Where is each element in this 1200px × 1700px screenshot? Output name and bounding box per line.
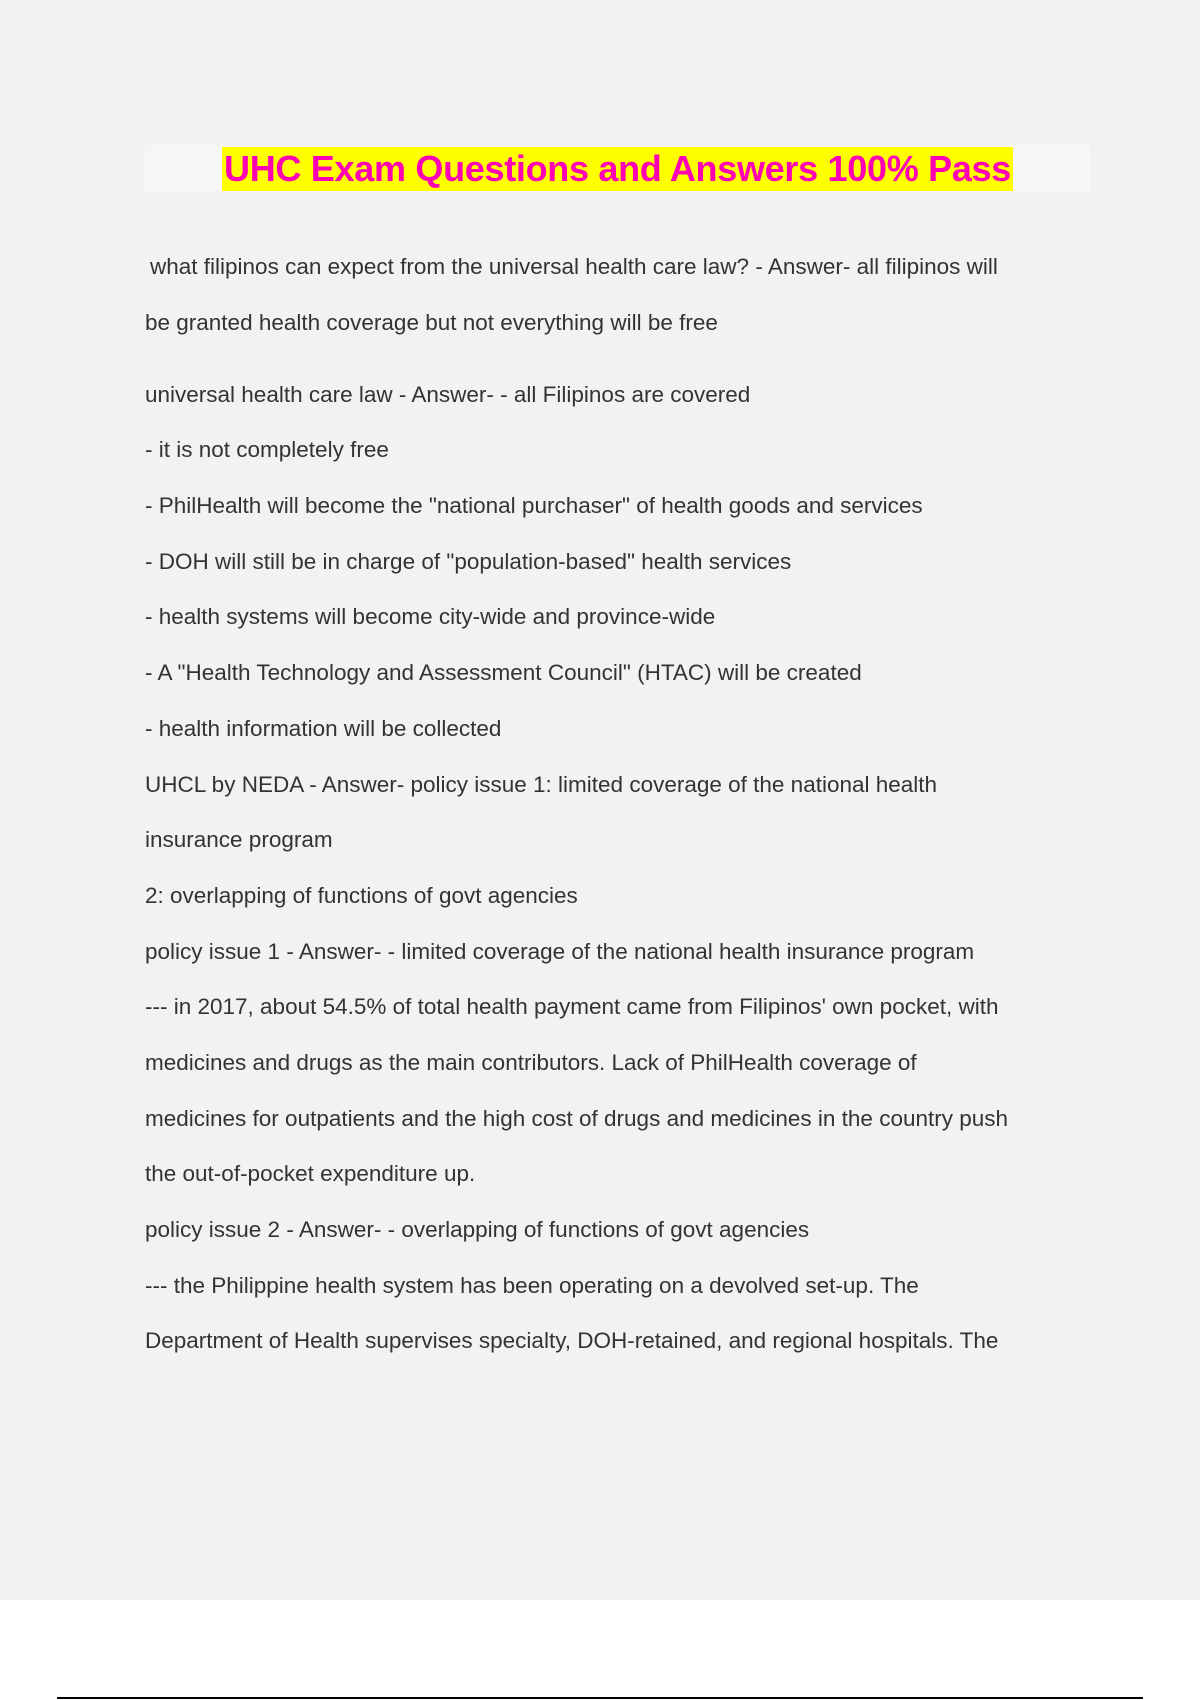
text-line: - A "Health Technology and Assessment Council" (HTAC) will be created bbox=[145, 660, 862, 686]
title-bar bbox=[145, 145, 1090, 193]
document-body bbox=[145, 248, 1085, 1378]
text-line: insurance program bbox=[145, 827, 333, 853]
document-title: UHC Exam Questions and Answers 100% Pass bbox=[224, 148, 1011, 189]
text-line: policy issue 2 - Answer- - overlapping of functions of govt agencies bbox=[145, 1217, 810, 1242]
text-line: UHCL by NEDA - Answer- policy issue 1: limited coverage of the national health bbox=[145, 771, 938, 797]
text-line: be granted health coverage but not everything will be free bbox=[145, 309, 718, 335]
text-line: - health systems will become city-wide and province-wide bbox=[145, 604, 716, 630]
text-line: - DOH will still be in charge of "population-based" health services bbox=[145, 548, 792, 574]
text-line: --- the Philippine health system has been operating on a devolved set-up. The bbox=[145, 1272, 919, 1298]
text-line: what filipinos can expect from the universal health care law? - Answer- all filipinos will bbox=[150, 254, 998, 279]
footer-divider bbox=[57, 1697, 1143, 1699]
text-line: - PhilHealth will become the "national purchaser" of health goods and services bbox=[145, 493, 923, 519]
text-line: policy issue 1 - Answer- - limited coverage of the national health insurance program bbox=[145, 938, 975, 964]
text-line: medicines for outpatients and the high cost of drugs and medicines in the country push bbox=[145, 1105, 1009, 1131]
text-line: - it is not completely free bbox=[145, 437, 389, 463]
text-line: universal health care law - Answer- - all Filipinos are covered bbox=[145, 381, 751, 407]
text-line: medicines and drugs as the main contributors. Lack of PhilHealth coverage of bbox=[145, 1049, 917, 1075]
text-line: 2: overlapping of functions of govt agencies bbox=[145, 882, 578, 908]
text-line: Department of Health supervises specialty, DOH-retained, and regional hospitals. The bbox=[145, 1328, 999, 1354]
text-line: the out-of-pocket expenditure up. bbox=[145, 1161, 476, 1187]
text-line: --- in 2017, about 54.5% of total health payment came from Filipinos' own pocket, with bbox=[145, 994, 999, 1020]
text-line: - health information will be collected bbox=[145, 715, 502, 741]
